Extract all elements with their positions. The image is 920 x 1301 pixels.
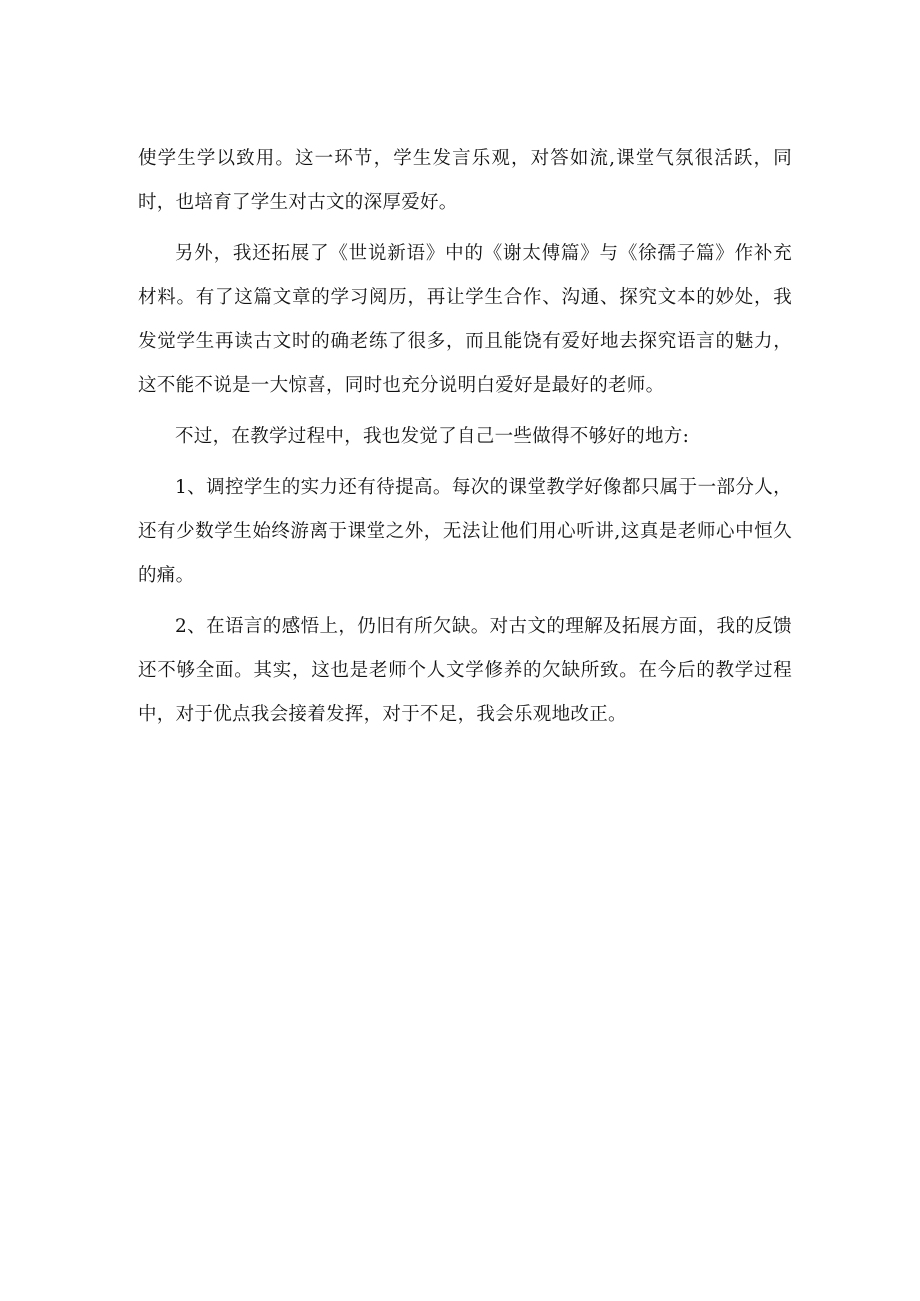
- paragraph-4: 1、调控学生的实力还有待提高。每次的课堂教学好像都只属于一部分人，还有少数学生始终游离于课堂之外，无法让他们用心听讲,这真是老师心中恒久的痛。: [138, 477, 792, 586]
- document-body: [138, 137, 792, 744]
- paragraph-5: 2、在语言的感悟上，仍旧有所欠缺。对古文的理解及拓展方面，我的反馈还不够全面。其实，这也是老师个人文学修养的欠缺所致。在今后的教学过程中，对于优点我会接着发挥，对于不足，我会乐观地改正。: [138, 616, 792, 725]
- paragraph-1: 使学生学以致用。这一环节，学生发言乐观，对答如流,课堂气氛很活跃，同时，也培育了学生对古文的深厚爱好。: [138, 148, 792, 213]
- paragraph-3: 不过，在教学过程中，我也发觉了自己一些做得不够好的地方:: [175, 426, 690, 447]
- paragraph-2: 另外，我还拓展了《世说新语》中的《谢太傅篇》与《徐孺子篇》作补充材料。有了这篇文章的学习阅历，再让学生合作、沟通、探究文本的妙处，我发觉学生再读古文时的确老练了很多，而且能饶有爱好地去探究语言的魅力，这不能不说是一大惊喜，同时也充分说明白爱好是最好的老师。: [138, 243, 792, 396]
